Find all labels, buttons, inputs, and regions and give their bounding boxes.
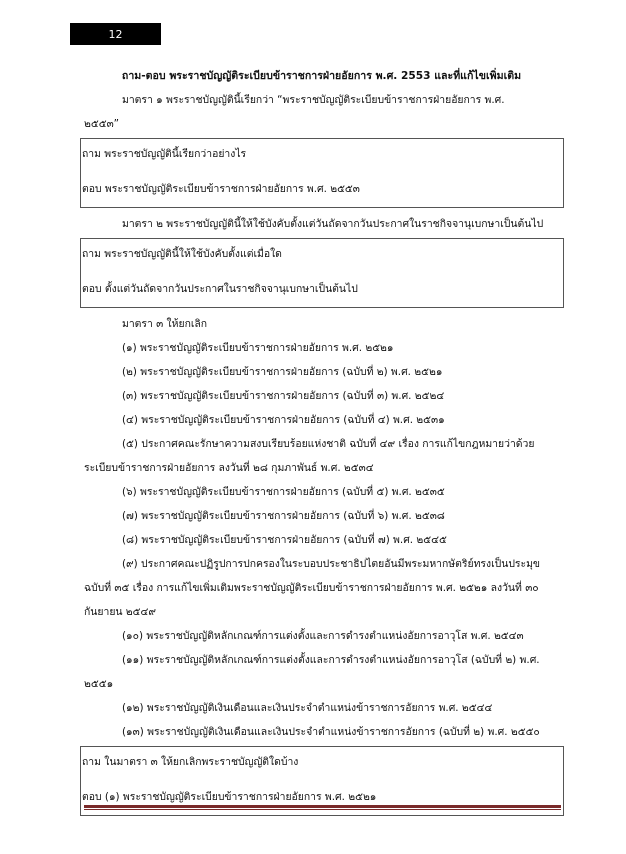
qa-box-2 — [80, 238, 564, 308]
list-item: (๕) ประกาศคณะรักษาความสงบเรียบร้อยแห่งชาติ ฉบับที่ ๔๙ เรื่อง การแก้ไขกฎหมายว่าด้วย — [122, 438, 535, 450]
list-item-cont: ฉบับที่ ๓๕ เรื่อง การแก้ไขเพิ่มเติมพระราชบัญญัติระเบียบข้าราชการฝ่ายอัยการ พ.ศ. ๒๕๒๑ ลงวันที่ ๓๐ — [84, 582, 539, 594]
qa-question: ถาม ในมาตรา ๓ ให้ยกเลิกพระราชบัญญัติใดบ้าง — [82, 756, 299, 768]
section-1-text-cont: ๒๕๕๓” — [84, 118, 120, 130]
list-item: (๑๓) พระราชบัญญัติเงินเดือนและเงินประจำตำแหน่งข้าราชการอัยการ (ฉบับที่ ๒) พ.ศ. ๒๕๕๐ — [122, 726, 540, 738]
page-number: 12 — [70, 23, 161, 45]
list-item: (๑๒) พระราชบัญญัติเงินเดือนและเงินประจำตำแหน่งข้าราชการอัยการ พ.ศ. ๒๕๔๔ — [122, 702, 493, 714]
list-item: (๗) พระราชบัญญัติระเบียบข้าราชการฝ่ายอัยการ (ฉบับที่ ๖) พ.ศ. ๒๕๓๘ — [122, 510, 445, 522]
section-1-text: มาตรา ๑ พระราชบัญญัตินี้เรียกว่า “พระราชบัญญัติระเบียบข้าราชการฝ่ายอัยการ พ.ศ. — [122, 94, 505, 106]
list-item-cont: ระเบียบข้าราชการฝ่ายอัยการ ลงวันที่ ๒๘ กุมภาพันธ์ พ.ศ. ๒๕๓๔ — [84, 462, 374, 474]
qa-answer: ตอบ ตั้งแต่วันถัดจากวันประกาศในราชกิจจานุเบกษาเป็นต้นไป — [82, 283, 358, 295]
footer-rule — [84, 805, 561, 808]
document-title: ถาม-ตอบ พระราชบัญญัติระเบียบข้าราชการฝ่ายอัยการ พ.ศ. 2553 และที่แก้ไขเพิ่มเติม — [121, 70, 522, 82]
qa-question: ถาม พระราชบัญญัตินี้เรียกว่าอย่างไร — [82, 148, 247, 160]
list-item: (๓) พระราชบัญญัติระเบียบข้าราชการฝ่ายอัยการ (ฉบับที่ ๓) พ.ศ. ๒๕๒๔ — [122, 390, 445, 402]
list-item: (๑๑) พระราชบัญญัติหลักเกณฑ์การแต่งตั้งและการดำรงตำแหน่งอัยการอาวุโส (ฉบับที่ ๒) พ.ศ. — [122, 654, 540, 666]
list-item: (๔) พระราชบัญญัติระเบียบข้าราชการฝ่ายอัยการ (ฉบับที่ ๔) พ.ศ. ๒๕๓๑ — [122, 414, 445, 426]
qa-answer: ตอบ (๑) พระราชบัญญัติระเบียบข้าราชการฝ่ายอัยการ พ.ศ. ๒๕๒๑ — [82, 791, 377, 803]
list-item: (๖) พระราชบัญญัติระเบียบข้าราชการฝ่ายอัยการ (ฉบับที่ ๕) พ.ศ. ๒๕๓๕ — [122, 486, 445, 498]
list-item: (๙) ประกาศคณะปฏิรูปการปกครองในระบอบประชาธิปไตยอันมีพระมหากษัตริย์ทรงเป็นประมุข — [122, 558, 541, 570]
qa-answer: ตอบ พระราชบัญญัติระเบียบข้าราชการฝ่ายอัยการ พ.ศ. ๒๕๕๓ — [82, 183, 360, 195]
qa-question: ถาม พระราชบัญญัตินี้ให้ใช้บังคับตั้งแต่เมื่อใด — [82, 248, 282, 260]
qa-box-1 — [80, 138, 564, 208]
list-item: (๑๐) พระราชบัญญัติหลักเกณฑ์การแต่งตั้งและการดำรงตำแหน่งอัยการอาวุโส พ.ศ. ๒๕๔๓ — [122, 630, 524, 642]
section-3-text: มาตรา ๓ ให้ยกเลิก — [122, 318, 208, 330]
section-2-text: มาตรา ๒ พระราชบัญญัตินี้ให้ใช้บังคับตั้งแต่วันถัดจากวันประกาศในราชกิจจานุเบกษาเป็นต้นไป — [122, 218, 544, 230]
footer-rule-thin — [84, 809, 561, 810]
list-item-cont: กันยายน ๒๕๔๙ — [84, 606, 156, 618]
list-item: (๘) พระราชบัญญัติระเบียบข้าราชการฝ่ายอัยการ (ฉบับที่ ๗) พ.ศ. ๒๕๔๕ — [122, 534, 447, 546]
list-item: (๑) พระราชบัญญัติระเบียบข้าราชการฝ่ายอัยการ พ.ศ. ๒๕๒๑ — [122, 342, 394, 354]
document-body — [84, 64, 559, 820]
list-item: (๒) พระราชบัญญัติระเบียบข้าราชการฝ่ายอัยการ (ฉบับที่ ๒) พ.ศ. ๒๕๒๑ — [122, 366, 443, 378]
list-item-cont: ๒๕๕๑ — [84, 678, 114, 690]
